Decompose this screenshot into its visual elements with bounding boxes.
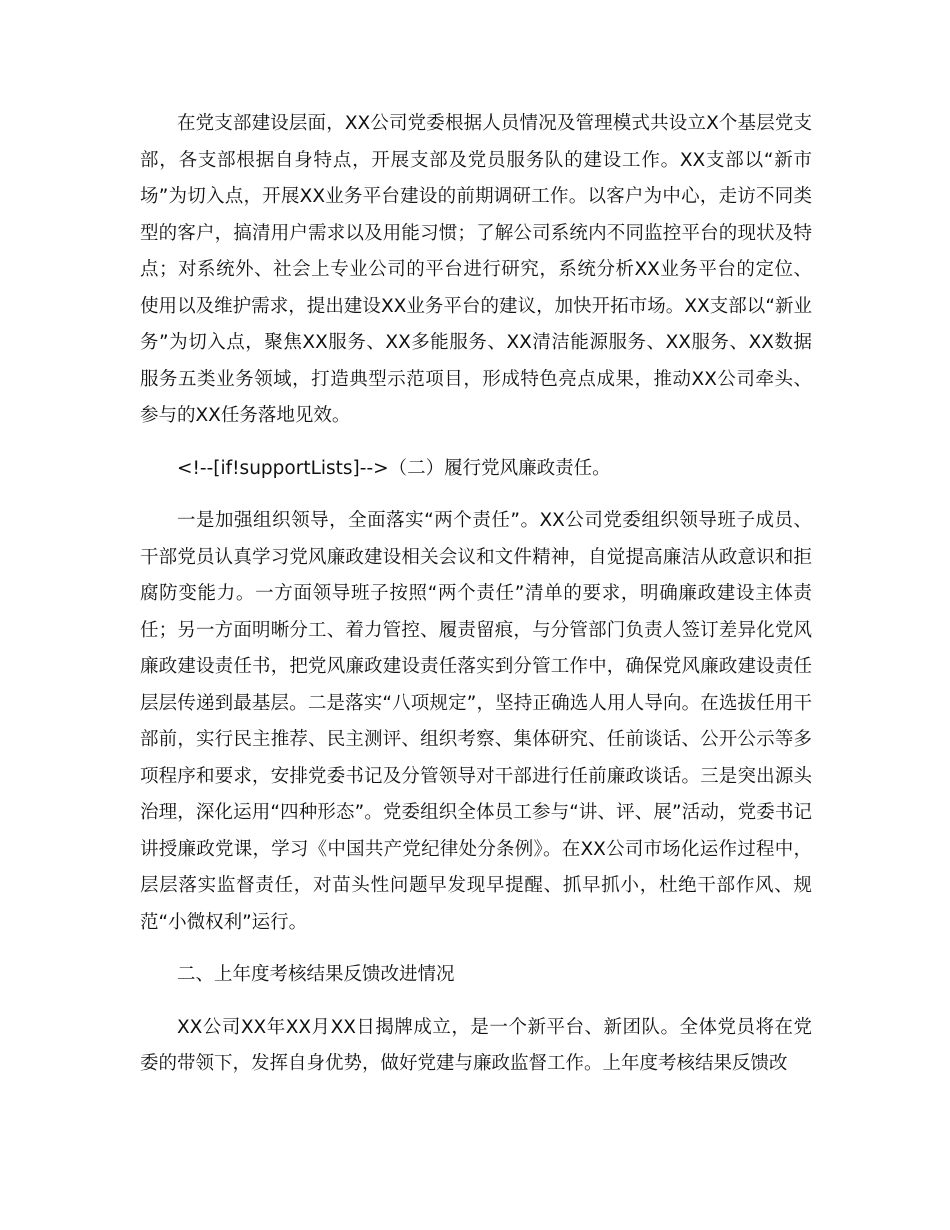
paragraph-company-founding: XX公司XX年XX月XX日揭牌成立，是一个新平台、新团队。全体党员将在党委的带领下，发挥自身优势，做好党建与廉政监督工作。上年度考核结果反馈改 <box>140 1016 812 1074</box>
paragraph-branch-construction: 在党支部建设层面，XX公司党委根据人员情况及管理模式共设立X个基层党支部，各支部根据自身特点，开展支部及党员服务队的建设工作。XX支部以“新市场”为切入点，开展XX业务平台建设的前期调研工作。以客户为中心，走访不同类型的客户，搞清用户需求以及用能习惯；了解公司系统内不同监控平台的现状及特点；对系统外、社会上专业公司的平台进行研究，系统分析XX业务平台的定位、使用以及维护需求，提出建设XX业务平台的建议，加快开拓市场。XX支部以“新业务”为切入点，聚焦XX服务、XX多能服务、XX清洁能源服务、XX服务、XX数据服务五类业务领域，打造典型示范项目，形成特色亮点成果，推动XX公司牵头、参与的XX任务落地见效。 <box>140 113 812 426</box>
document-page <box>140 106 812 1083</box>
paragraph-two-responsibilities: 一是加强组织领导，全面落实“两个责任”。XX公司党委组织领导班子成员、干部党员认真学习党风廉政建设相关会议和文件精神，自觉提高廉洁从政意识和拒腐防变能力。一方面领导班子按照“两个责任”清单的要求，明确廉政建设主体责任；另一方面明晰分工、着力管控、履责留痕，与分管部门负责人签订差异化党风廉政建设责任书，把党风廉政建设责任落实到分管工作中，确保党风廉政建设责任层层传递到最基层。二是落实“八项规定”，坚持正确选人用人导向。在选拔任用干部前，实行民主推荐、民主测评、组织考察、集体研究、任前谈话、公开公示等多项程序和要求，安排党委书记及分管领导对干部进行任前廉政谈话。三是突出源头治理，深化运用“四种形态”。党委组织全体员工参与“讲、评、展”活动，党委书记讲授廉政党课，学习《中国共产党纪律处分条例》。在XX公司市场化运作过程中，层层落实监督责任，对苗头性问题早发现早提醒、抓早抓小，杜绝干部作风、规范“小微权利”运行。 <box>140 510 812 933</box>
section-heading-assessment-feedback: 二、上年度考核结果反馈改进情况 <box>177 964 455 985</box>
paragraph-heading-integrity-responsibility: <!--[if!supportLists]-->（二）履行党风廉政责任。 <box>177 457 611 479</box>
